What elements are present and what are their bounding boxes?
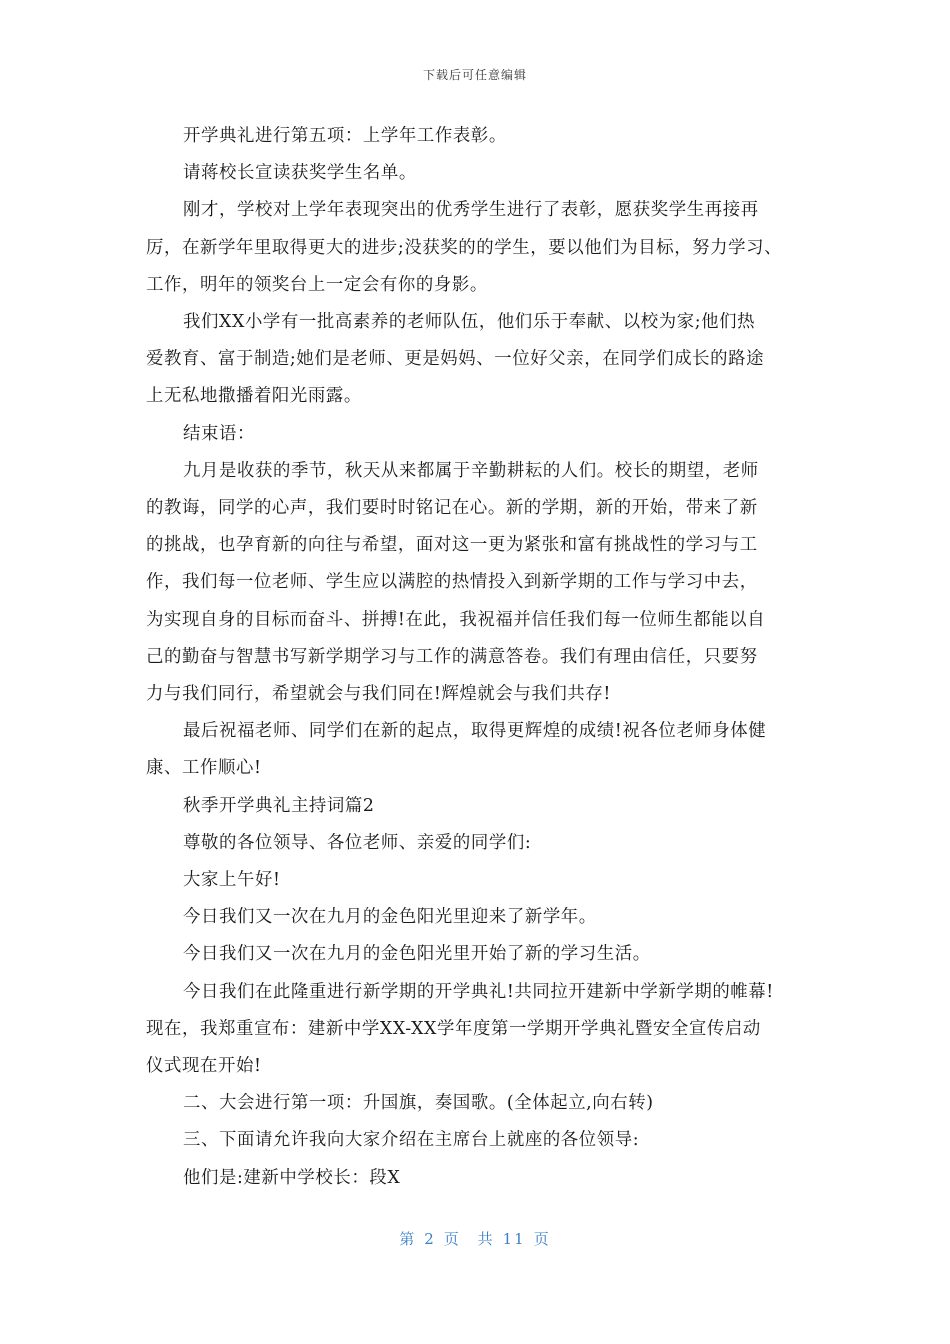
paragraph-line: 结束语：: [183, 423, 255, 444]
paragraph: [146, 416, 816, 453]
page-label-suffix: 页: [533, 1230, 551, 1248]
paragraph-line: 请蒋校长宣读获奖学生名单。: [183, 163, 417, 184]
paragraph: [146, 453, 816, 713]
paragraph-line: 今日我们又一次在九月的金色阳光里开始了新的学习生活。: [183, 944, 651, 965]
paragraph-line: 九月是收获的季节，秋天从来都属于辛勤耕耘的人们。校长的期望，老师: [183, 460, 759, 481]
paragraph-line: 大家上午好!: [183, 870, 281, 891]
paragraph-line: 爱教育、富于制造;她们是老师、更是妈妈、一位好父亲，在同学们成长的路途: [146, 349, 765, 370]
paragraph-line: 为实现自身的目标而奋斗、拼搏!在此，我祝福并信任我们每一位师生都能以自: [146, 609, 766, 630]
paragraph-line: 的挑战，也孕育新的向往与希望，面对这一更为紧张和富有挑战性的学习与工: [146, 535, 758, 556]
paragraph: [146, 118, 816, 155]
paragraph-line: 刚才，学校对上学年表现突出的优秀学生进行了表彰，愿获奖学生再接再: [183, 200, 759, 221]
paragraph: [146, 936, 816, 973]
page-footer: [0, 1228, 950, 1249]
paragraph: [146, 192, 816, 304]
paragraph: [146, 862, 816, 899]
paragraph-line: 开学典礼进行第五项：上学年工作表彰。: [183, 126, 507, 146]
paragraph: [146, 899, 816, 936]
paragraph: [146, 155, 816, 192]
paragraph-line: 上无私地撒播着阳光雨露。: [146, 386, 362, 407]
paragraph: [146, 1085, 816, 1122]
paragraph: [146, 788, 816, 825]
paragraph: [146, 713, 816, 787]
document-body: [146, 118, 816, 1197]
paragraph: [146, 1160, 816, 1197]
paragraph: [146, 1122, 816, 1159]
paragraph-line: 厉，在新学年里取得更大的进步;没获奖的的学生，要以他们为目标，努力学习、: [146, 237, 783, 258]
paragraph-line: 最后祝福老师、同学们在新的起点，取得更辉煌的成绩!祝各位老师身体健: [183, 721, 767, 742]
paragraph: [146, 974, 816, 1086]
paragraph-line: 今日我们在此隆重进行新学期的开学典礼!共同拉开建新中学新学期的帷幕!: [183, 981, 774, 1002]
current-page-number: 2: [424, 1230, 436, 1248]
paragraph-line: 今日我们又一次在九月的金色阳光里迎来了新学年。: [183, 907, 597, 928]
paragraph-line: 作，我们每一位老师、学生应以满腔的热情投入到新学期的工作与学习中去，: [146, 572, 758, 593]
paragraph-line: 我们XX小学有一批高素养的老师队伍，他们乐于奉献、以校为家;他们热: [183, 312, 756, 333]
paragraph-line: 康、工作顺心!: [146, 758, 262, 779]
paragraph-line: 的教诲，同学的心声，我们要时时铭记在心。新的学期，新的开始，带来了新: [146, 498, 758, 519]
paragraph: [146, 304, 816, 416]
paragraph-line: 三、下面请允许我向大家介绍在主席台上就座的各位领导:: [183, 1130, 640, 1151]
paragraph-line: 他们是:建新中学校长：段X: [183, 1167, 401, 1188]
paragraph-line: 二、大会进行第一项：升国旗，奏国歌。(全体起立,向右转): [183, 1093, 654, 1114]
paragraph-line: 己的勤奋与智慧书写新学期学习与工作的满意答卷。我们有理由信任，只要努: [146, 646, 758, 667]
paragraph-line: 现在，我郑重宣布：建新中学XX-XX学年度第一学期开学典礼暨安全宣传启动: [146, 1018, 761, 1039]
paragraph-line: 工作，明年的领奖台上一定会有你的身影。: [146, 274, 488, 295]
paragraph-line: 力与我们同行，希望就会与我们同在!辉煌就会与我们共存!: [146, 684, 611, 705]
paragraph: [146, 825, 816, 862]
page-label-middle: 页 共: [443, 1230, 495, 1248]
page-header: 下载后可任意编辑: [422, 68, 527, 82]
page-label-prefix: 第: [399, 1230, 417, 1248]
total-page-count: 11: [502, 1230, 526, 1248]
paragraph-line: 仪式现在开始!: [146, 1056, 262, 1077]
paragraph-line: 尊敬的各位领导、各位老师、亲爱的同学们:: [183, 832, 532, 853]
paragraph-line: 秋季开学典礼主持词篇2: [183, 795, 375, 816]
